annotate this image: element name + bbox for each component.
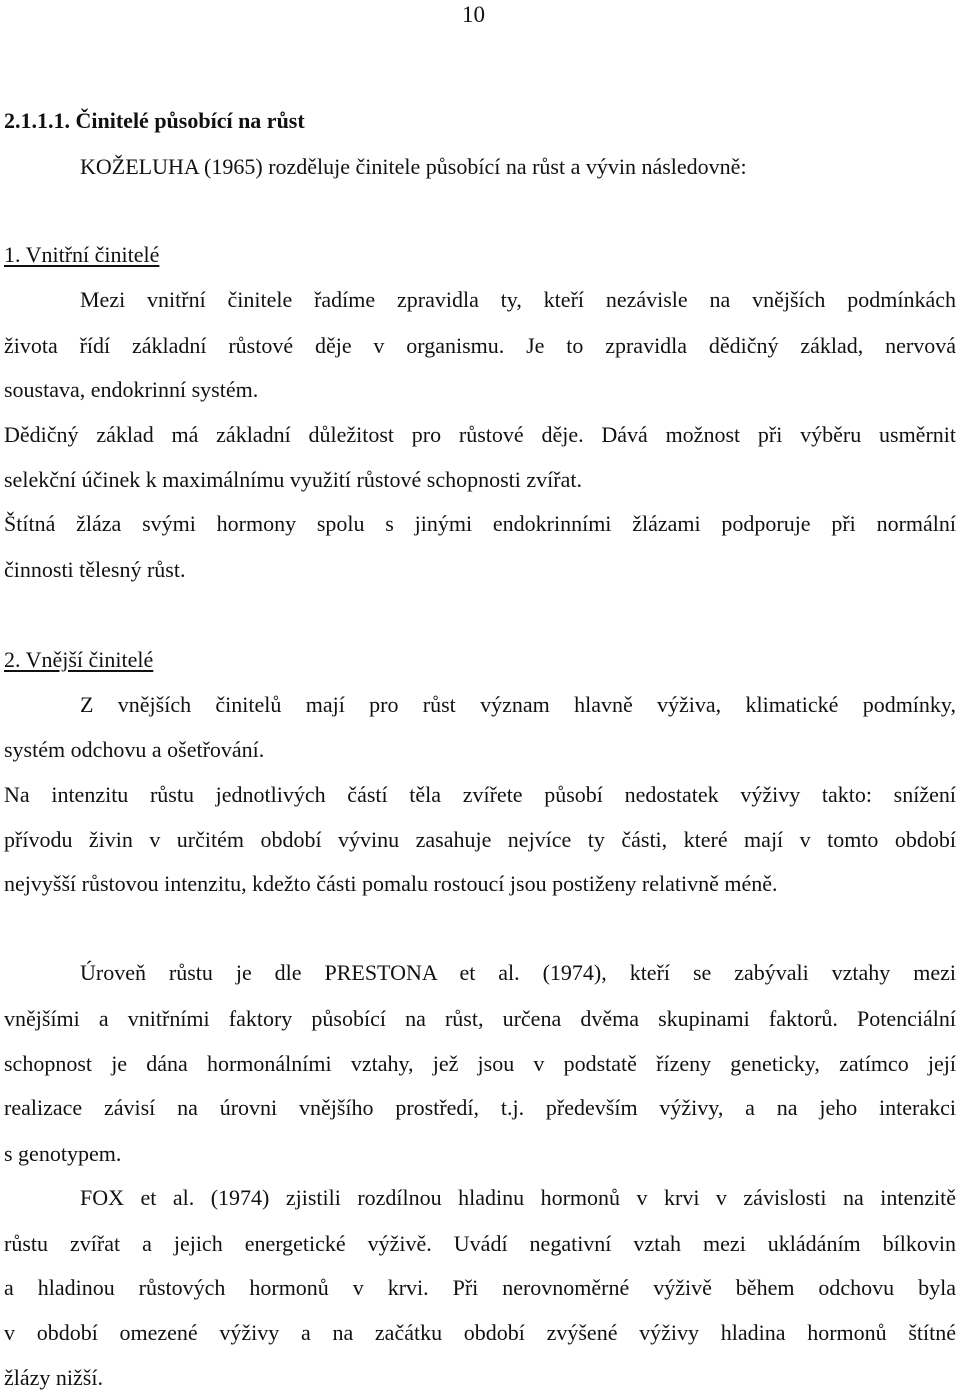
paragraph-line: systém odchovu a ošetřování.	[4, 737, 265, 762]
paragraph-line: Na intenzitu růstu jednotlivých částí těla zvířete působí nedostatek výživy takto: snížení	[4, 782, 956, 807]
paragraph-line: přívodu živin v určitém období vývinu zasahuje nejvíce ty části, které mají v tomto období	[4, 827, 956, 852]
subheading-external-factors: 2. Vnější činitelé	[4, 647, 154, 672]
paragraph-line: činnosti tělesný růst.	[4, 557, 186, 582]
paragraph-line: soustava, endokrinní systém.	[4, 377, 259, 402]
paragraph-line: selekční účinek k maximálnímu využití růstové schopnosti zvířat.	[4, 467, 582, 492]
paragraph-line: nejvyšší růstovou intenzitu, kdežto části pomalu rostoucí jsou postiženy relativně méně.	[4, 871, 778, 896]
paragraph-line: Úroveň růstu je dle PRESTONA et al. (1974), kteří se zabývali vztahy mezi	[80, 960, 956, 985]
paragraph-line: FOX et al. (1974) zjistili rozdílnou hladinu hormonů v krvi v závislosti na intenzitě	[80, 1185, 956, 1210]
paragraph-line: života řídí základní růstové děje v organismu. Je to zpravidla dědičný základ, nervová	[4, 333, 956, 358]
paragraph-line: s genotypem.	[4, 1141, 122, 1166]
paragraph-line: růstu zvířat a jejich energetické výživě. Uvádí negativní vztah mezi ukládáním bílkovin	[4, 1231, 956, 1256]
paragraph-line: v období omezené výživy a na začátku období zvýšené výživy hladina hormonů štítné	[4, 1320, 956, 1345]
section-heading: 2.1.1.1. Činitelé působící na růst	[4, 108, 305, 133]
intro-line: KOŽELUHA (1965) rozděluje činitele působící na růst a vývin následovně:	[80, 154, 747, 179]
paragraph-line: schopnost je dána hormonálními vztahy, jež jsou v podstatě řízeny geneticky, zatímco její	[4, 1051, 956, 1076]
paragraph-line: Z vnějších činitelů mají pro růst význam hlavně výživa, klimatické podmínky,	[80, 692, 956, 717]
paragraph-line: a hladinou růstových hormonů v krvi. Při nerovnoměrné výživě během odchovu byla	[4, 1275, 956, 1300]
paragraph-line: realizace závisí na úrovni vnějšího prostředí, t.j. především výživy, a na jeho interakci	[4, 1095, 956, 1120]
paragraph-line: Štítná žláza svými hormony spolu s jinými endokrinními žlázami podporuje při normální	[4, 511, 956, 536]
subheading-internal-factors: 1. Vnitřní činitelé	[4, 242, 160, 267]
page-number: 10	[462, 2, 485, 27]
paragraph-line: vnějšími a vnitřními faktory působící na růst, určena dvěma skupinami faktorů. Potenciální	[4, 1006, 956, 1031]
paragraph-line: Mezi vnitřní činitele řadíme zpravidla ty, kteří nezávisle na vnějších podmínkách	[80, 287, 956, 312]
paragraph-line: žlázy nižší.	[4, 1365, 103, 1390]
paragraph-line: Dědičný základ má základní důležitost pro růstové děje. Dává možnost při výběru usměrnit	[4, 422, 956, 447]
